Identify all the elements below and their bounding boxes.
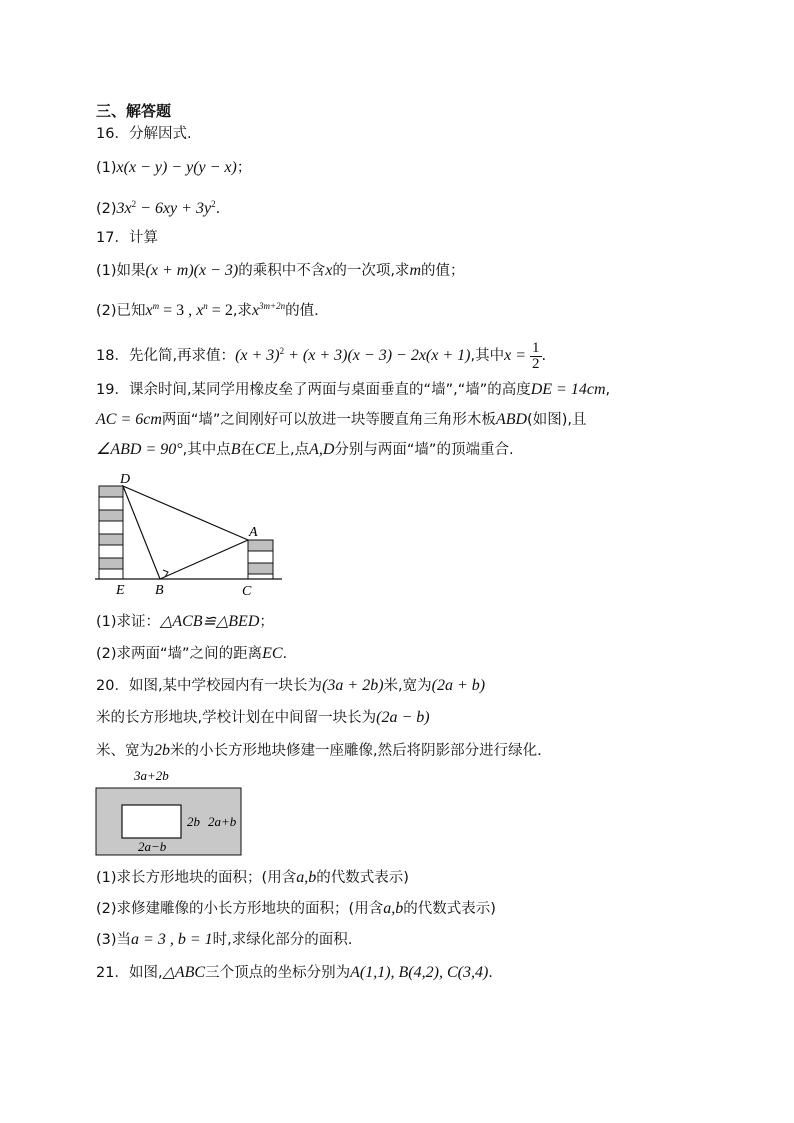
label-C: C — [242, 584, 252, 599]
q19-wall-figure — [90, 468, 290, 600]
label-outer-width: 2a+b — [208, 814, 237, 829]
q19-part1: (1)求证：△ACB≌△BED； — [96, 613, 274, 630]
q18-fraction: $\frac{1}{2}$ — [532, 339, 540, 372]
label-B: B — [155, 583, 164, 598]
q16-part1: (1)x(x − y) − y(y − x)； — [96, 159, 252, 176]
q16-stem: 16．分解因式. — [96, 126, 192, 142]
q20-part2: (2)求修建雕像的小长方形地块的面积；(用含a,b的代数式表示) — [96, 900, 496, 917]
q20-line1: 20．如图,某中学校园内有一块长为(3a + 2b)米,宽为(2a + b) — [96, 677, 486, 694]
q17-part2: (2)已知$x^m = 3$ , $x^n = 2$,求$x^{3m+2n}$的值. — [96, 301, 319, 319]
left-wall — [99, 486, 123, 579]
right-wall — [248, 540, 273, 579]
q19-line1: 19．课余时间,某同学用橡皮垒了两面与桌面垂直的“墙”,“墙”的高度DE = 14cm, — [96, 381, 611, 398]
label-inner-length: 2a−b — [138, 839, 167, 854]
q19-line2: AC = 6cm两面“墙”之间刚好可以放进一块等腰直角三角形木板ABD(如图),且 — [96, 411, 587, 428]
section-title: 三、解答题 — [96, 102, 172, 120]
q20-line2: 米的长方形地块,学校计划在中间留一块长为(2a − b) — [96, 709, 430, 726]
q17-stem: 17．计算 — [96, 230, 158, 246]
label-inner-width: 2b — [187, 814, 200, 829]
q17-part1: (1)如果(x + m)(x − 3)的乘积中不含x的一次项,求m的值； — [96, 262, 465, 279]
q19-line3: ∠ABD = 90°,其中点B在CE上,点A,D分别与两面“墙”的顶端重合. — [96, 441, 514, 458]
label-E: E — [116, 583, 125, 598]
q18-line: 18．先化简,再求值：$(x + 3)^2 + (x + 3)(x - 3) - 2x(x + 1)$,其中x = $\frac{1}{2}$ . — [96, 339, 547, 372]
q19-part2: (2)求两面“墙”之间的距离EC. — [96, 645, 288, 662]
label-A: A — [249, 525, 258, 540]
label-outer-length: 3a+2b — [134, 768, 169, 783]
triangle-abd — [123, 486, 248, 579]
q20-part1: (1)求长方形地块的面积；(用含a,b的代数式表示) — [96, 869, 409, 886]
label-D: D — [120, 472, 131, 487]
inner-rectangle — [122, 805, 181, 838]
q20-line3: 米、宽为2b米的小长方形地块修建一座雕像,然后将阴影部分进行绿化. — [96, 742, 542, 759]
q20-garden-figure — [90, 764, 260, 858]
q16-part2: $(2)3x^2 - 6xy + 3y^2$. — [96, 199, 221, 217]
q21-line1: 21．如图,△ABC三个顶点的坐标分别为A(1,1), B(4,2), C(3,4). — [96, 964, 493, 981]
q20-part3: (3)当a = 3 , b = 1时,求绿化部分的面积. — [96, 931, 353, 948]
